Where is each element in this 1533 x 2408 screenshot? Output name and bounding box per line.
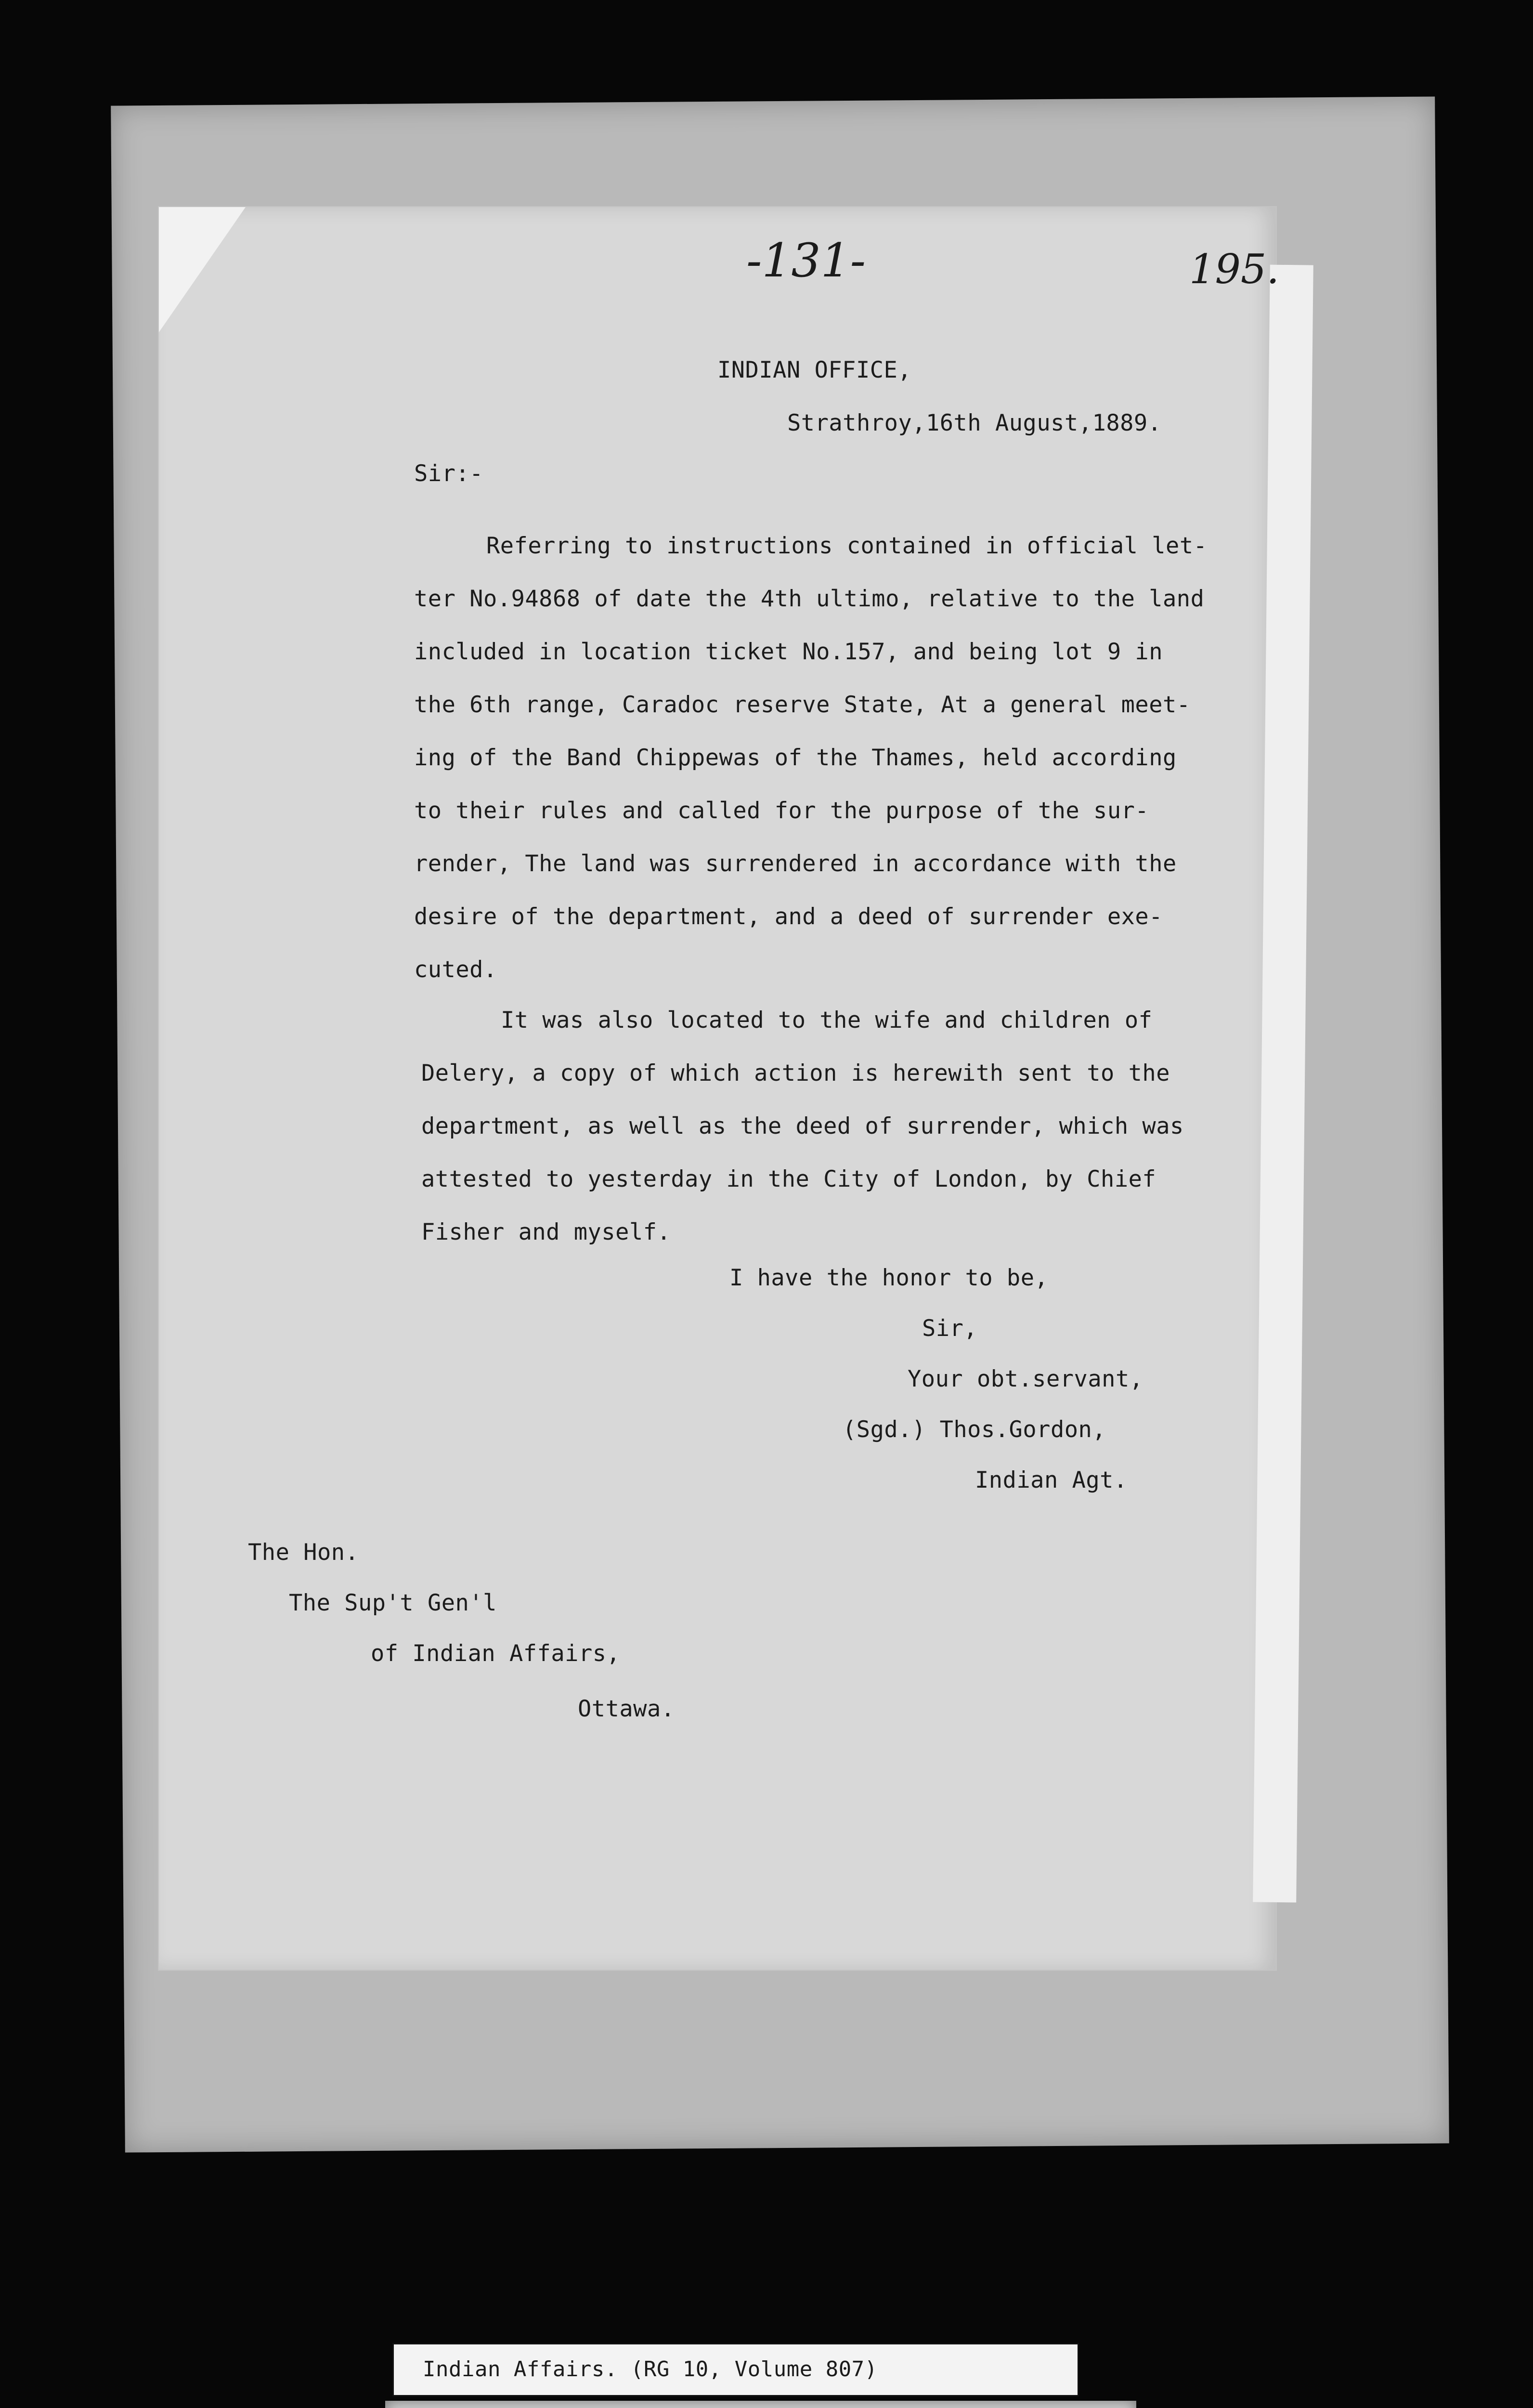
addressee-line-1: The Hon. xyxy=(248,1539,359,1566)
office-heading: INDIAN OFFICE, xyxy=(717,357,912,383)
paragraph-1-line: cuted. xyxy=(414,956,497,983)
place-date: Strathroy,16th August,1889. xyxy=(787,410,1162,436)
paragraph-1-line: ter No.94868 of date the 4th ultimo, relative to the land xyxy=(414,586,1205,612)
reference-text: Indian Affairs. (RG 10, Volume 807) xyxy=(423,2357,878,2382)
paragraph-2-line: It was also located to the wife and children of xyxy=(501,1007,1153,1034)
closing-servant: Your obt.servant, xyxy=(908,1366,1143,1392)
closing-honor: I have the honor to be, xyxy=(729,1265,1049,1291)
folded-corner xyxy=(159,207,246,332)
top-note: -131- xyxy=(746,234,866,288)
paragraph-2-line: attested to yesterday in the City of London, by Chief xyxy=(421,1166,1156,1192)
page-number: 195. xyxy=(1189,246,1280,293)
addressee-line-3: of Indian Affairs, xyxy=(371,1640,621,1667)
addressee-line-2: The Sup't Gen'l xyxy=(289,1590,497,1616)
paragraph-2-line: Delery, a copy of which action is herewith sent to the xyxy=(421,1060,1170,1086)
paragraph-2-line: Fisher and myself. xyxy=(421,1219,671,1245)
reference-label xyxy=(392,2343,1079,2396)
paragraph-1-line: desire of the department, and a deed of surrender exe- xyxy=(414,903,1163,930)
paragraph-1-line: render, The land was surrendered in accordance with the xyxy=(414,851,1177,877)
letter-sheet xyxy=(159,207,1280,1970)
closing-sir: Sir, xyxy=(922,1315,978,1342)
signature: (Sgd.) Thos.Gordon, xyxy=(843,1416,1106,1443)
paragraph-1-line: ing of the Band Chippewas of the Thames, held according xyxy=(414,745,1177,771)
archives-stamp xyxy=(385,2401,1136,2408)
paragraph-1-line: included in location ticket No.157, and being lot 9 in xyxy=(414,639,1163,665)
paragraph-1-line: Referring to instructions contained in official let- xyxy=(486,533,1208,559)
signer-title: Indian Agt. xyxy=(975,1467,1128,1493)
addressee-line-4: Ottawa. xyxy=(578,1696,675,1722)
salutation: Sir:- xyxy=(414,460,483,487)
paragraph-1-line: to their rules and called for the purpose of the sur- xyxy=(414,798,1149,824)
paragraph-1-line: the 6th range, Caradoc reserve State, At a general meet- xyxy=(414,692,1191,718)
paragraph-2-line: department, as well as the deed of surrender, which was xyxy=(421,1113,1184,1139)
